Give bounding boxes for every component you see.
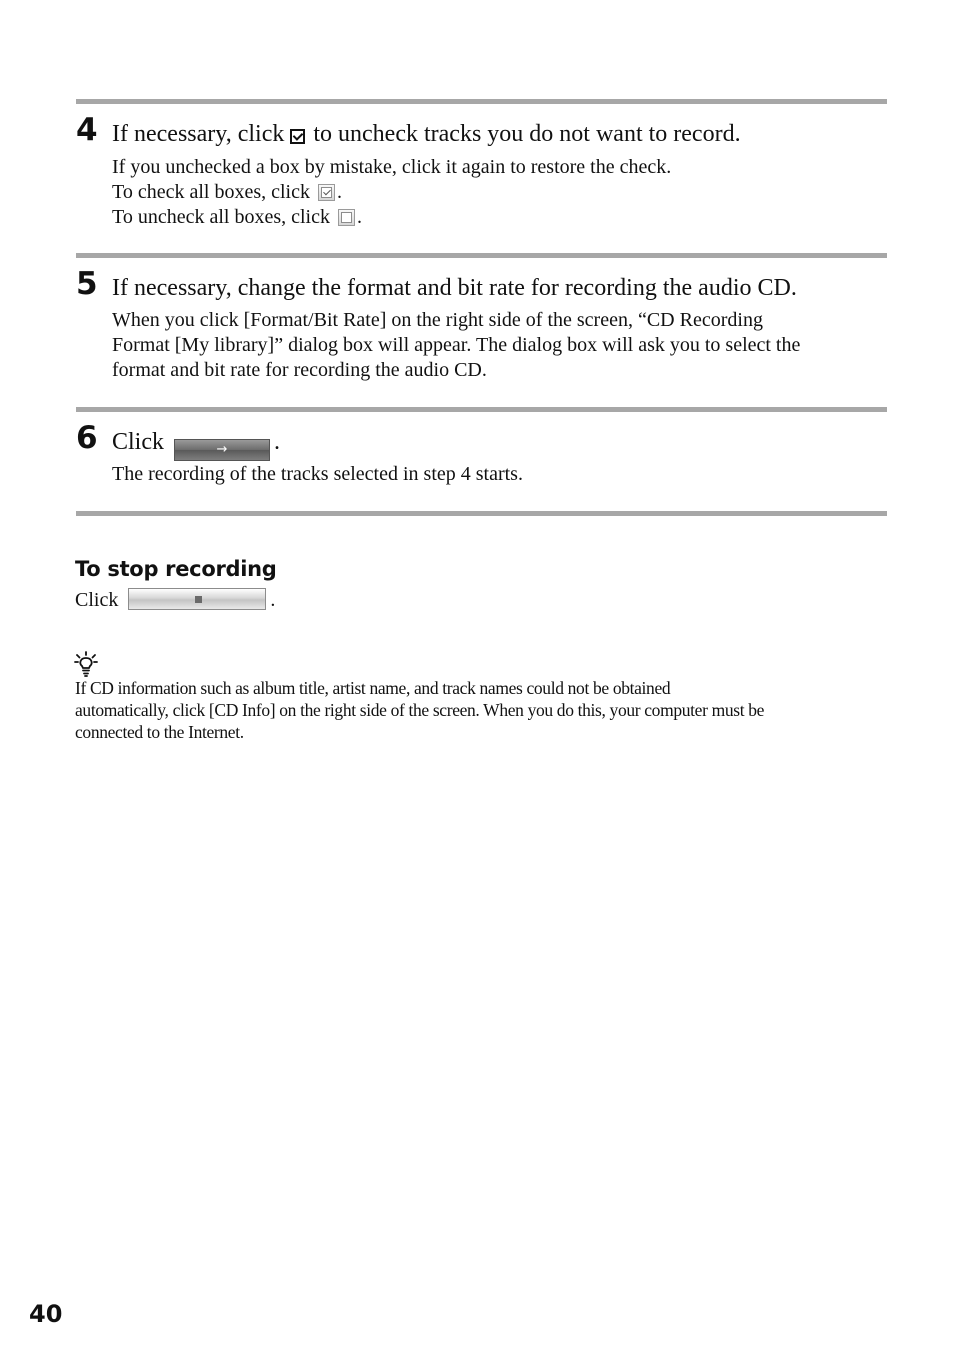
description-line: When you click [Format/Bit Rate] on the right side of the screen, “CD Recording	[112, 309, 763, 331]
period: .	[274, 429, 280, 455]
step-title	[112, 428, 280, 461]
arrow-right-icon: →	[216, 442, 228, 457]
period: .	[336, 181, 342, 203]
hint-line: connected to the Internet.	[75, 722, 244, 742]
step-number: 6	[76, 420, 98, 456]
step-number: 4	[76, 112, 98, 148]
description-text: To uncheck all boxes, click	[112, 206, 330, 228]
description-line: If you unchecked a box by mistake, click it again to restore the check.	[112, 156, 672, 178]
description-line	[112, 205, 888, 230]
step-title-text: If necessary, click	[112, 121, 285, 147]
lightbulb-icon	[74, 651, 98, 677]
step-title-text: to uncheck tracks you do not want to record.	[313, 121, 741, 147]
stop-instruction	[75, 587, 275, 613]
step-title-text: Click	[112, 429, 164, 455]
period: .	[356, 206, 362, 228]
description-line	[112, 180, 888, 205]
hint-text	[75, 677, 890, 743]
description-line: Format [My library]” dialog box will appear. The dialog box will ask you to select the	[112, 334, 801, 356]
section-divider	[76, 253, 887, 258]
hint-line: If CD information such as album title, artist name, and track names could not be obtained	[75, 678, 671, 698]
start-recording-button-icon	[174, 439, 270, 461]
step-title	[112, 120, 741, 148]
section-heading: To stop recording	[75, 557, 277, 581]
stop-recording-button-icon	[128, 588, 266, 610]
step-number: 5	[76, 266, 98, 302]
step-title: If necessary, change the format and bit rate for recording the audio CD.	[112, 275, 797, 301]
section-divider	[76, 407, 887, 412]
page-number: 40	[29, 1300, 63, 1328]
section-divider	[76, 99, 887, 104]
description-text: To check all boxes, click	[112, 181, 310, 203]
step-description	[112, 308, 888, 383]
uncheck-all-icon	[338, 209, 355, 226]
step-description	[112, 155, 888, 230]
hint-line: automatically, click [CD Info] on the right side of the screen. When you do this, your computer must be	[75, 700, 765, 720]
description-line: The recording of the tracks selected in step 4 starts.	[112, 463, 523, 485]
check-all-icon	[318, 184, 335, 201]
description-line: format and bit rate for recording the audio CD.	[112, 359, 487, 381]
checkbox-checked-icon	[290, 129, 305, 144]
section-divider	[76, 511, 887, 516]
period: .	[270, 589, 276, 611]
stop-instruction-text: Click	[75, 589, 119, 611]
step-description	[112, 462, 888, 487]
